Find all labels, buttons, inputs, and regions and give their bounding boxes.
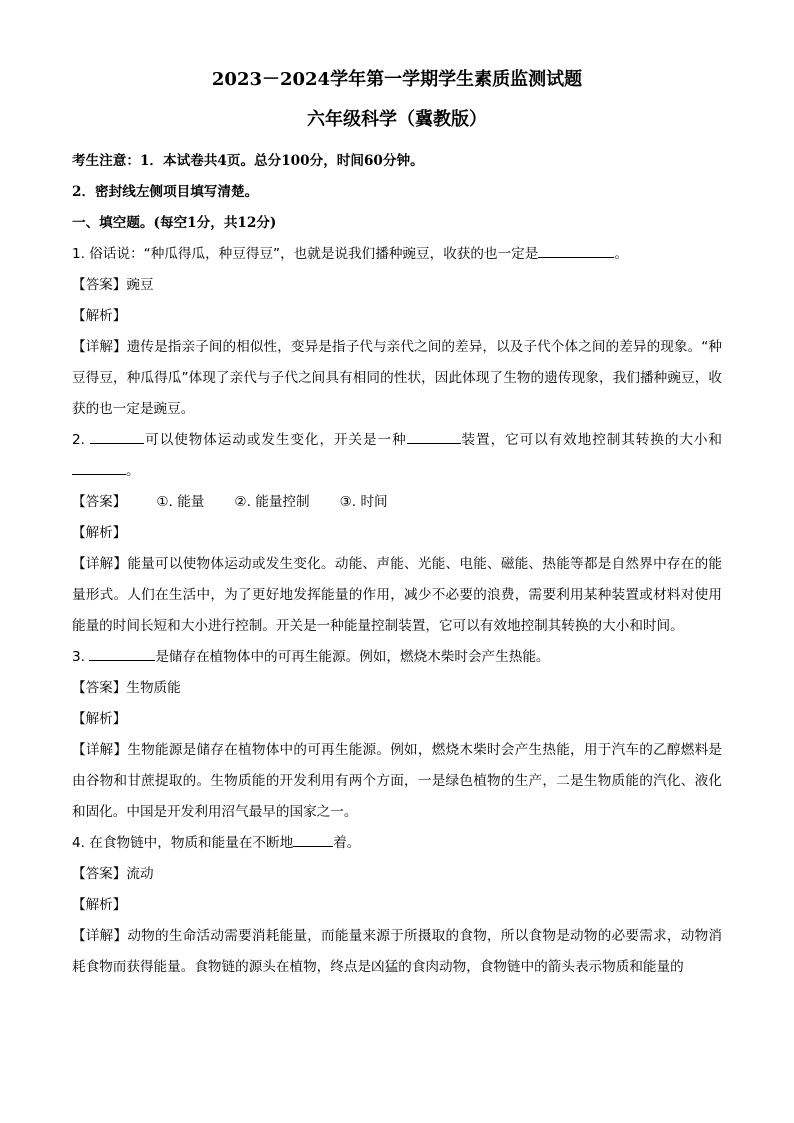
question-2-part-2: 装置，它可以有效地控制其转换的大小和 [460, 432, 723, 448]
answer-4 [72, 859, 722, 890]
notice-line-2: 2．密封线左侧项目填写清楚。 [72, 184, 259, 200]
detail-1-text: 遗传是指亲子间的相似性，变异是指子代与亲代之间的差异，以及子代个体之间的差异的现象。“种豆得豆，种瓜得瓜”体现了亲代与子代之间具有相同的性状，因此体现了生物的遗传现象，我们播种豌豆，收获的也一定是豌豆。 [72, 339, 723, 417]
detail-tag: 【详解】 [72, 339, 127, 355]
detail-tag: 【详解】 [72, 556, 128, 572]
exam-title: 2023－2024学年第一学期学生素质监测试题 [211, 69, 583, 90]
question-1-end: 。 [614, 246, 628, 262]
answer-blank [89, 646, 155, 661]
detail-2 [72, 549, 722, 642]
notice-line-1: 考生注意：1．本试卷共4页。总分100分，时间60分钟。 [72, 153, 424, 169]
answer-1 [72, 270, 722, 301]
answer-2-option-1: ①. 能量 [156, 494, 205, 510]
question-1 [72, 239, 722, 270]
question-4-end: 着。 [333, 835, 361, 851]
answer-tag: 【答案】 [72, 866, 127, 882]
question-3-text: 是储存在植物体中的可再生能源。例如，燃烧木柴时会产生热能。 [155, 649, 550, 665]
detail-tag: 【详解】 [72, 742, 128, 758]
analysis-3: 【解析】 [72, 711, 127, 727]
question-4 [72, 828, 722, 859]
answer-blank [293, 832, 333, 847]
question-2 [72, 425, 722, 487]
question-2-number: 2. [72, 432, 85, 448]
analysis-4: 【解析】 [72, 897, 127, 913]
question-1-text: 1. 俗话说：“种瓜得瓜，种豆得豆”，也就是说我们播种豌豆，收获的也一定是 [72, 246, 539, 262]
analysis-2: 【解析】 [72, 525, 127, 541]
answer-1-value: 豌豆 [126, 277, 154, 293]
answer-tag: 【答案】 [72, 494, 127, 510]
answer-blank [538, 243, 614, 258]
answer-3 [72, 673, 722, 704]
answer-2-option-2: ②. 能量控制 [234, 494, 310, 510]
question-3 [72, 642, 722, 673]
answer-blank [90, 429, 144, 444]
detail-4 [72, 921, 722, 983]
detail-3 [72, 735, 722, 828]
answer-tag: 【答案】 [72, 277, 127, 293]
answer-4-value: 流动 [126, 866, 154, 882]
question-3-number: 3. [72, 649, 85, 665]
analysis-1: 【解析】 [72, 308, 127, 324]
answer-2 [72, 487, 722, 518]
answer-blank [72, 460, 126, 475]
detail-1 [72, 332, 722, 425]
detail-3-text: 生物能源是储存在植物体中的可再生能源。例如，燃烧木柴时会产生热能，用于汽车的乙醇燃料是由谷物和甘蔗提取的。生物质能的开发利用有两个方面，一是绿色植物的生产，二是生物质能的汽化、液化和固化。中国是开发利用沼气最早的国家之一。 [72, 742, 723, 820]
answer-tag: 【答案】 [72, 680, 127, 696]
question-2-part-3: 。 [126, 463, 140, 479]
detail-2-text: 能量可以使物体运动或发生变化。动能、声能、光能、电能、磁能、热能等都是自然界中存在的能量形式。人们在生活中，为了更好地发挥能量的作用，减少不必要的浪费，需要利用某种装置或材料对使用能量的时间长短和大小进行控制。开关是一种能量控制装置，它可以有效地控制其转换的大小和时间。 [72, 556, 723, 634]
answer-3-value: 生物质能 [126, 680, 181, 696]
section-heading: 一、填空题。(每空1分，共12分) [72, 215, 277, 231]
answer-blank [407, 429, 461, 444]
detail-4-text: 动物的生命活动需要消耗能量，而能量来源于所摄取的食物，所以食物是动物的必要需求，动物消耗食物而获得能量。食物链的源头在植物，终点是凶猛的食肉动物，食物链中的箭头表示物质和能量的 [72, 928, 723, 975]
question-2-part-1: 可以使物体运动或发生变化，开关是一种 [144, 432, 407, 448]
answer-2-option-3: ③. 时间 [339, 494, 388, 510]
question-4-text: 4. 在食物链中，物质和能量在不断地 [72, 835, 294, 851]
exam-subtitle: 六年级科学（冀教版） [307, 109, 487, 130]
detail-tag: 【详解】 [72, 928, 128, 944]
